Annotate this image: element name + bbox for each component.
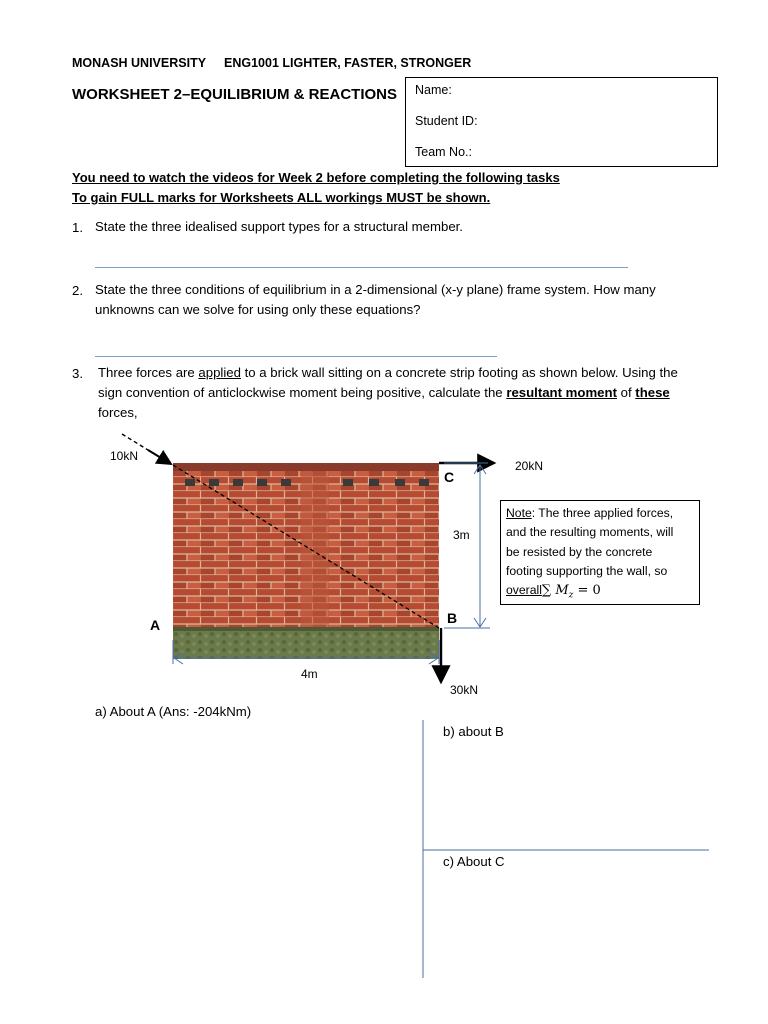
q3-l1-c: to a brick wall sitting on a concrete strip footing as shown below. Using the <box>240 365 678 380</box>
q3-text-line3: forces, <box>98 405 138 420</box>
q2-text-line1: State the three conditions of equilibrium in a 2-dimensional (x-y plane) frame system. How many <box>95 282 656 297</box>
note-line5 <box>506 581 697 606</box>
q1-number: 1. <box>72 220 83 235</box>
width-dimension-label: 4m <box>301 667 318 681</box>
q3-applied: applied <box>198 365 241 380</box>
q3-l2-c: of <box>616 385 636 400</box>
q3-resultant-moment: resultant moment <box>506 385 617 400</box>
height-dimension-label: 3m <box>453 528 470 542</box>
worksheet-title: WORKSHEET 2–EQUILIBRIUM & REACTIONS <box>72 86 398 103</box>
point-c-label: C <box>444 469 455 485</box>
note-line1 <box>506 504 697 523</box>
force-20kn-label: 20kN <box>515 459 544 473</box>
student-id-label[interactable]: Student ID: <box>415 114 478 128</box>
note-overall: overall <box>506 583 542 598</box>
note-equation-rhs: = 0 <box>573 583 601 599</box>
force-10kn-dashed-line <box>122 434 148 450</box>
note-line2: and the resulting moments, will <box>506 525 674 540</box>
part-b-label: b) about B <box>443 724 504 739</box>
point-a-label: A <box>150 617 161 633</box>
note-line4: footing supporting the wall, so <box>506 563 668 578</box>
instruction-workings: To gain FULL marks for Worksheets ALL workings MUST be shown. <box>72 190 491 205</box>
q3-these: these <box>635 385 670 400</box>
note-line1-rest: : The three applied forces, <box>531 506 674 520</box>
instruction-videos: You need to watch the videos for Week 2 before completing the following tasks <box>72 170 560 185</box>
note-box <box>500 500 700 605</box>
diagonal-dashed-line <box>173 465 439 628</box>
q3-l2-a: sign convention of anticlockwise moment being positive, calculate the <box>98 385 507 400</box>
q3-number: 3. <box>72 366 83 381</box>
note-equation: ∑ M <box>541 583 569 599</box>
name-label[interactable]: Name: <box>415 83 452 97</box>
note-label: Note <box>506 506 532 520</box>
university-name: MONASH UNIVERSITY <box>72 56 207 70</box>
part-a-label: a) About A (Ans: -204kNm) <box>95 704 252 719</box>
course-name: ENG1001 LIGHTER, FASTER, STRONGER <box>224 56 472 70</box>
note-subscript: z <box>568 590 574 601</box>
note-line3: be resisted by the concrete <box>506 544 653 559</box>
q2-text-line2: unknowns can we solve for using only these equations? <box>95 302 421 317</box>
team-number-label[interactable]: Team No.: <box>415 145 472 159</box>
force-30kn-label: 30kN <box>450 683 479 697</box>
part-c-label: c) About C <box>443 854 505 869</box>
point-b-label: B <box>447 610 458 626</box>
q3-l1-a: Three forces are <box>98 365 199 380</box>
force-10kn-arrow <box>148 450 171 464</box>
q1-text: State the three idealised support types for a structural member. <box>95 219 463 234</box>
q2-number: 2. <box>72 283 83 298</box>
force-10kn-label: 10kN <box>110 449 139 463</box>
